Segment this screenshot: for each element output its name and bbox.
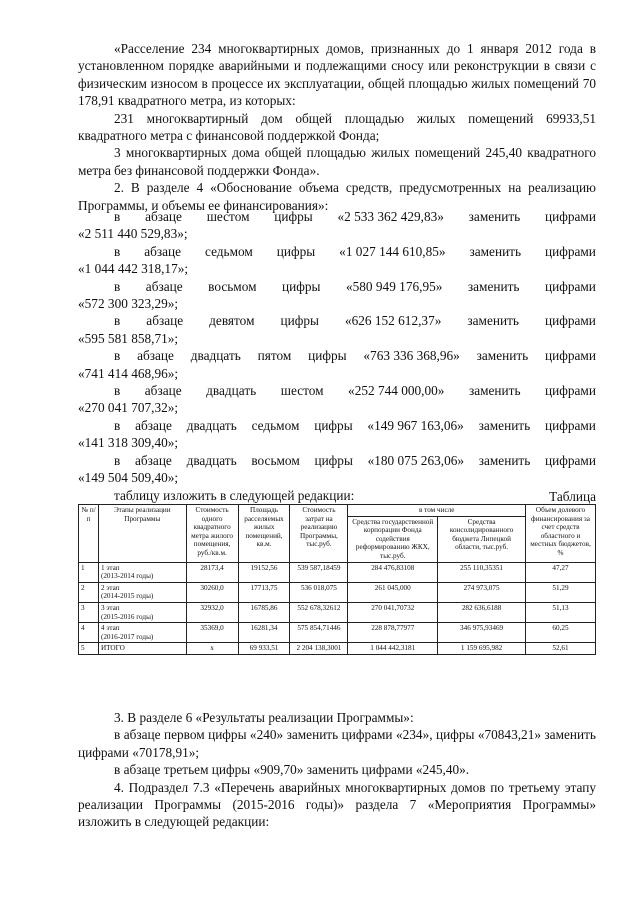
cell-cost: 30260,0 [186,582,238,602]
header-including: в том числе [348,505,526,517]
cell-num: 1 [79,562,99,582]
header-num: № п/п [79,505,99,563]
cell-num: 3 [79,602,99,622]
intro-paragraph-3: 3 многоквартирных дома общей площадью жилых помещений 245,40 квадратного метра без финансовой поддержки Фонда». [78,145,596,178]
table-row [79,623,596,643]
stage-name: ИТОГО [100,644,125,653]
table-row [79,582,596,602]
replacement-word: абзаце [135,417,172,433]
replacement-word: двадцать [186,452,237,468]
replacement-word: «626 152 612,37» [344,313,442,329]
replacement-word: пятом [257,348,292,364]
replacement-word: цифры [308,348,347,364]
replacement-word: «763 336 368,96» [363,348,460,364]
replacement-word: заменить [468,209,521,224]
replacement-word: в [114,383,121,399]
cell-share: 51,29 [526,582,596,602]
replacement-word: восьмом [251,452,300,468]
replacement-word: «2 533 362 429,83» [337,209,444,224]
cell-stage [98,562,186,582]
cell-share: 47,27 [526,562,596,582]
header-cost-total: Стоимость затрат на реализацию Программы, тыс.руб. [290,505,348,563]
replacement-line [78,243,596,260]
replacements-block [78,208,596,504]
cell-num: 4 [79,623,99,643]
intro-block [78,40,596,214]
replacement-word: в [114,452,121,468]
replacement-tail: «595 581 858,71»; [78,330,179,346]
cell-cost: 32932,0 [186,602,238,622]
replacement-word: в [114,417,121,433]
stage-years: (2013-2014 годы) [100,572,154,581]
replacement-line [78,208,596,225]
cell-share: 51,13 [526,602,596,622]
cell-total: 536 018,075 [290,582,348,602]
cell-city: 346 975,93469 [438,623,526,643]
cell-stage [98,602,186,622]
replacement-word: цифры [314,452,353,468]
replacement-tail: «270 041 707,32»; [78,400,179,416]
replacement-word: абзаце [145,209,182,224]
replacement-tail: «741 414 468,96»; [78,365,179,381]
cell-share: 52,61 [526,643,596,655]
replacement-word: заменить [469,243,522,259]
replacement-word: цифрами [544,417,596,433]
replacement-word: седьмом [205,243,253,259]
header-fund: Средства государственной корпорации Фонда содействия реформированию ЖКХ, тыс.руб. [348,516,438,562]
replacement-word: в [114,243,121,259]
replacement-word: цифры [274,209,313,224]
replacement-line [78,312,596,329]
replacement-line [78,382,596,399]
cell-num: 2 [79,582,99,602]
header-stage: Этапы реализации Программы [98,505,186,563]
intro-paragraph-4: 2. В разделе 4 «Обоснование объема средств, предусмотренных на реализацию Программы, и объемы ее финансирования»: [78,180,596,213]
cell-fund: 1 044 442,3181 [348,643,438,655]
cell-cost: 35369,0 [186,623,238,643]
replacement-word: цифрами [545,348,596,364]
replacement-word: заменить [467,278,520,294]
cell-num: 5 [79,643,99,655]
replacement-tail: «149 504 509,40»; [78,470,179,486]
cell-cost: х [186,643,238,655]
cell-cost: 28173,4 [186,562,238,582]
replacement-word: цифры [276,243,316,259]
replacement-line [78,278,596,295]
replacement-word: в [114,313,121,329]
replacement-word: заменить [476,348,529,364]
cell-total: 575 854,71446 [290,623,348,643]
replacement-word: в [114,209,121,224]
replacement-word: цифры [280,313,319,329]
outro-block [78,709,596,831]
replacement-word: заменить [478,417,531,433]
replacement-word: абзаце [146,313,184,329]
replacement-word: цифрами [545,452,596,468]
outro-paragraph-4: 4. Подраздел 7.3 «Перечень аварийных многоквартирных домов по третьему этапу реализации Программы (2015-2016 годы)» раздела 7 «Мероприятия Программы» изложить в следующей редакции: [78,779,596,830]
stage-name: 4 этап [100,624,120,633]
replacement-word: цифрами [545,209,596,224]
stage-years: (2016-2017 годы) [100,632,154,641]
replacement-word: абзаце [145,278,183,294]
cell-area: 16785,86 [238,602,290,622]
replacement-word: «252 744 000,00» [348,383,445,399]
stage-name: 2 этап [100,583,120,592]
cell-area: 17713,75 [238,582,290,602]
replacement-tail: «141 318 309,40»; [78,435,179,451]
cell-city: 255 110,35351 [438,562,526,582]
cell-stage [98,582,186,602]
replacement-word: шестом [206,209,250,224]
outro-paragraph-1: 3. В разделе 6 «Результаты реализации Программы»: [114,710,414,725]
replacement-word: двадцать [190,348,241,364]
replacement-tail: «572 300 323,29»; [78,296,179,312]
table-intro: таблицу изложить в следующей редакции: [114,487,355,503]
cell-total: 539 587,18459 [290,562,348,582]
cell-total: 2 204 138,3001 [290,643,348,655]
replacement-word: восьмом [208,278,257,294]
intro-paragraph-1: «Расселение 234 многоквартирных домов, признанных до 1 января 2012 года в установленном порядке аварийными и подлежащими сносу или реконструкции в связи с физическим износом в процессе их эксплуатации, общей площадью жилых помещений 70 178,91 квадратного метра, из которых: [78,41,596,109]
replacement-word: «180 075 263,06» [367,452,465,468]
replacement-tail: «2 511 440 529,83»; [78,226,188,242]
outro-paragraph-3: в абзаце третьем цифры «909,70» заменить цифрами «245,40». [114,762,470,778]
replacement-word: «149 967 163,06» [367,417,464,433]
replacement-word: цифры [282,278,321,294]
cell-stage [98,643,186,655]
header-city: Средства консолидированного бюджета Липецкой области, тыс.руб. [438,516,526,562]
cell-city: 274 973,075 [438,582,526,602]
cell-stage [98,623,186,643]
replacement-word: шестом [280,383,324,399]
financing-table [78,504,596,655]
replacement-word: двадцать [186,417,237,433]
cell-area: 16281,34 [238,623,290,643]
cell-fund: 261 045,000 [348,582,438,602]
replacement-word: в [114,348,121,364]
cell-fund: 284 476,83108 [348,562,438,582]
replacement-word: цифрами [545,243,596,259]
stage-years: (2014-2015 годы) [100,592,154,601]
replacement-line [78,347,596,364]
replacement-word: цифры [314,417,353,433]
table-row [79,602,596,622]
header-share: Объем долевого финансирования за счет средств областного и местных бюджетов, % [526,505,596,563]
table-row [79,643,596,655]
replacement-word: заменить [467,313,519,329]
stage-name: 1 этап [100,563,120,572]
cell-city: 282 636,6188 [438,602,526,622]
intro-paragraph-2: 231 многоквартирный дом общей площадью жилых помещений 69933,51 квадратного метра с финансовой поддержкой Фонда; [78,110,596,144]
stage-years: (2015-2016 годы) [100,612,154,621]
cell-area: 19152,56 [238,562,290,582]
replacement-word: абзаце [144,383,182,399]
replacement-word: абзаце [135,452,172,468]
replacement-word: «1 027 144 610,85» [339,243,446,259]
cell-total: 552 678,32612 [290,602,348,622]
replacement-tail: «1 044 442 318,17»; [78,261,189,277]
replacement-word: девятом [209,313,255,329]
cell-area: 69 933,51 [238,643,290,655]
cell-fund: 270 041,70732 [348,602,438,622]
table-title: Таблица [549,489,596,504]
header-area: Площадь расселяемых жилых помещений, кв.м. [238,505,290,563]
replacement-word: цифрами [545,278,596,294]
replacement-line [78,452,596,469]
replacement-word: в [114,278,121,294]
outro-paragraph-2: в абзаце первом цифры «240» заменить цифрами «234», цифры «70843,21» заменить цифрами «70178,91»; [78,727,596,760]
replacement-word: абзаце [144,243,182,259]
replacement-word: цифрами [545,383,596,399]
replacement-word: заменить [478,452,531,468]
replacement-word: заменить [468,383,521,399]
stage-name: 3 этап [100,603,120,612]
replacement-line [78,417,596,434]
replacement-word: седьмом [251,417,300,433]
replacement-word: двадцать [206,383,257,399]
cell-fund: 228 878,77977 [348,623,438,643]
header-cost-per-m: Стоимость одного квадратного метра жилого помещения, руб./кв.м. [186,505,238,563]
replacement-word: цифрами [544,313,596,329]
cell-city: 1 159 695,982 [438,643,526,655]
replacement-word: «580 949 176,95» [345,278,443,294]
table-row [79,562,596,582]
cell-share: 60,25 [526,623,596,643]
replacement-word: абзаце [137,348,174,364]
